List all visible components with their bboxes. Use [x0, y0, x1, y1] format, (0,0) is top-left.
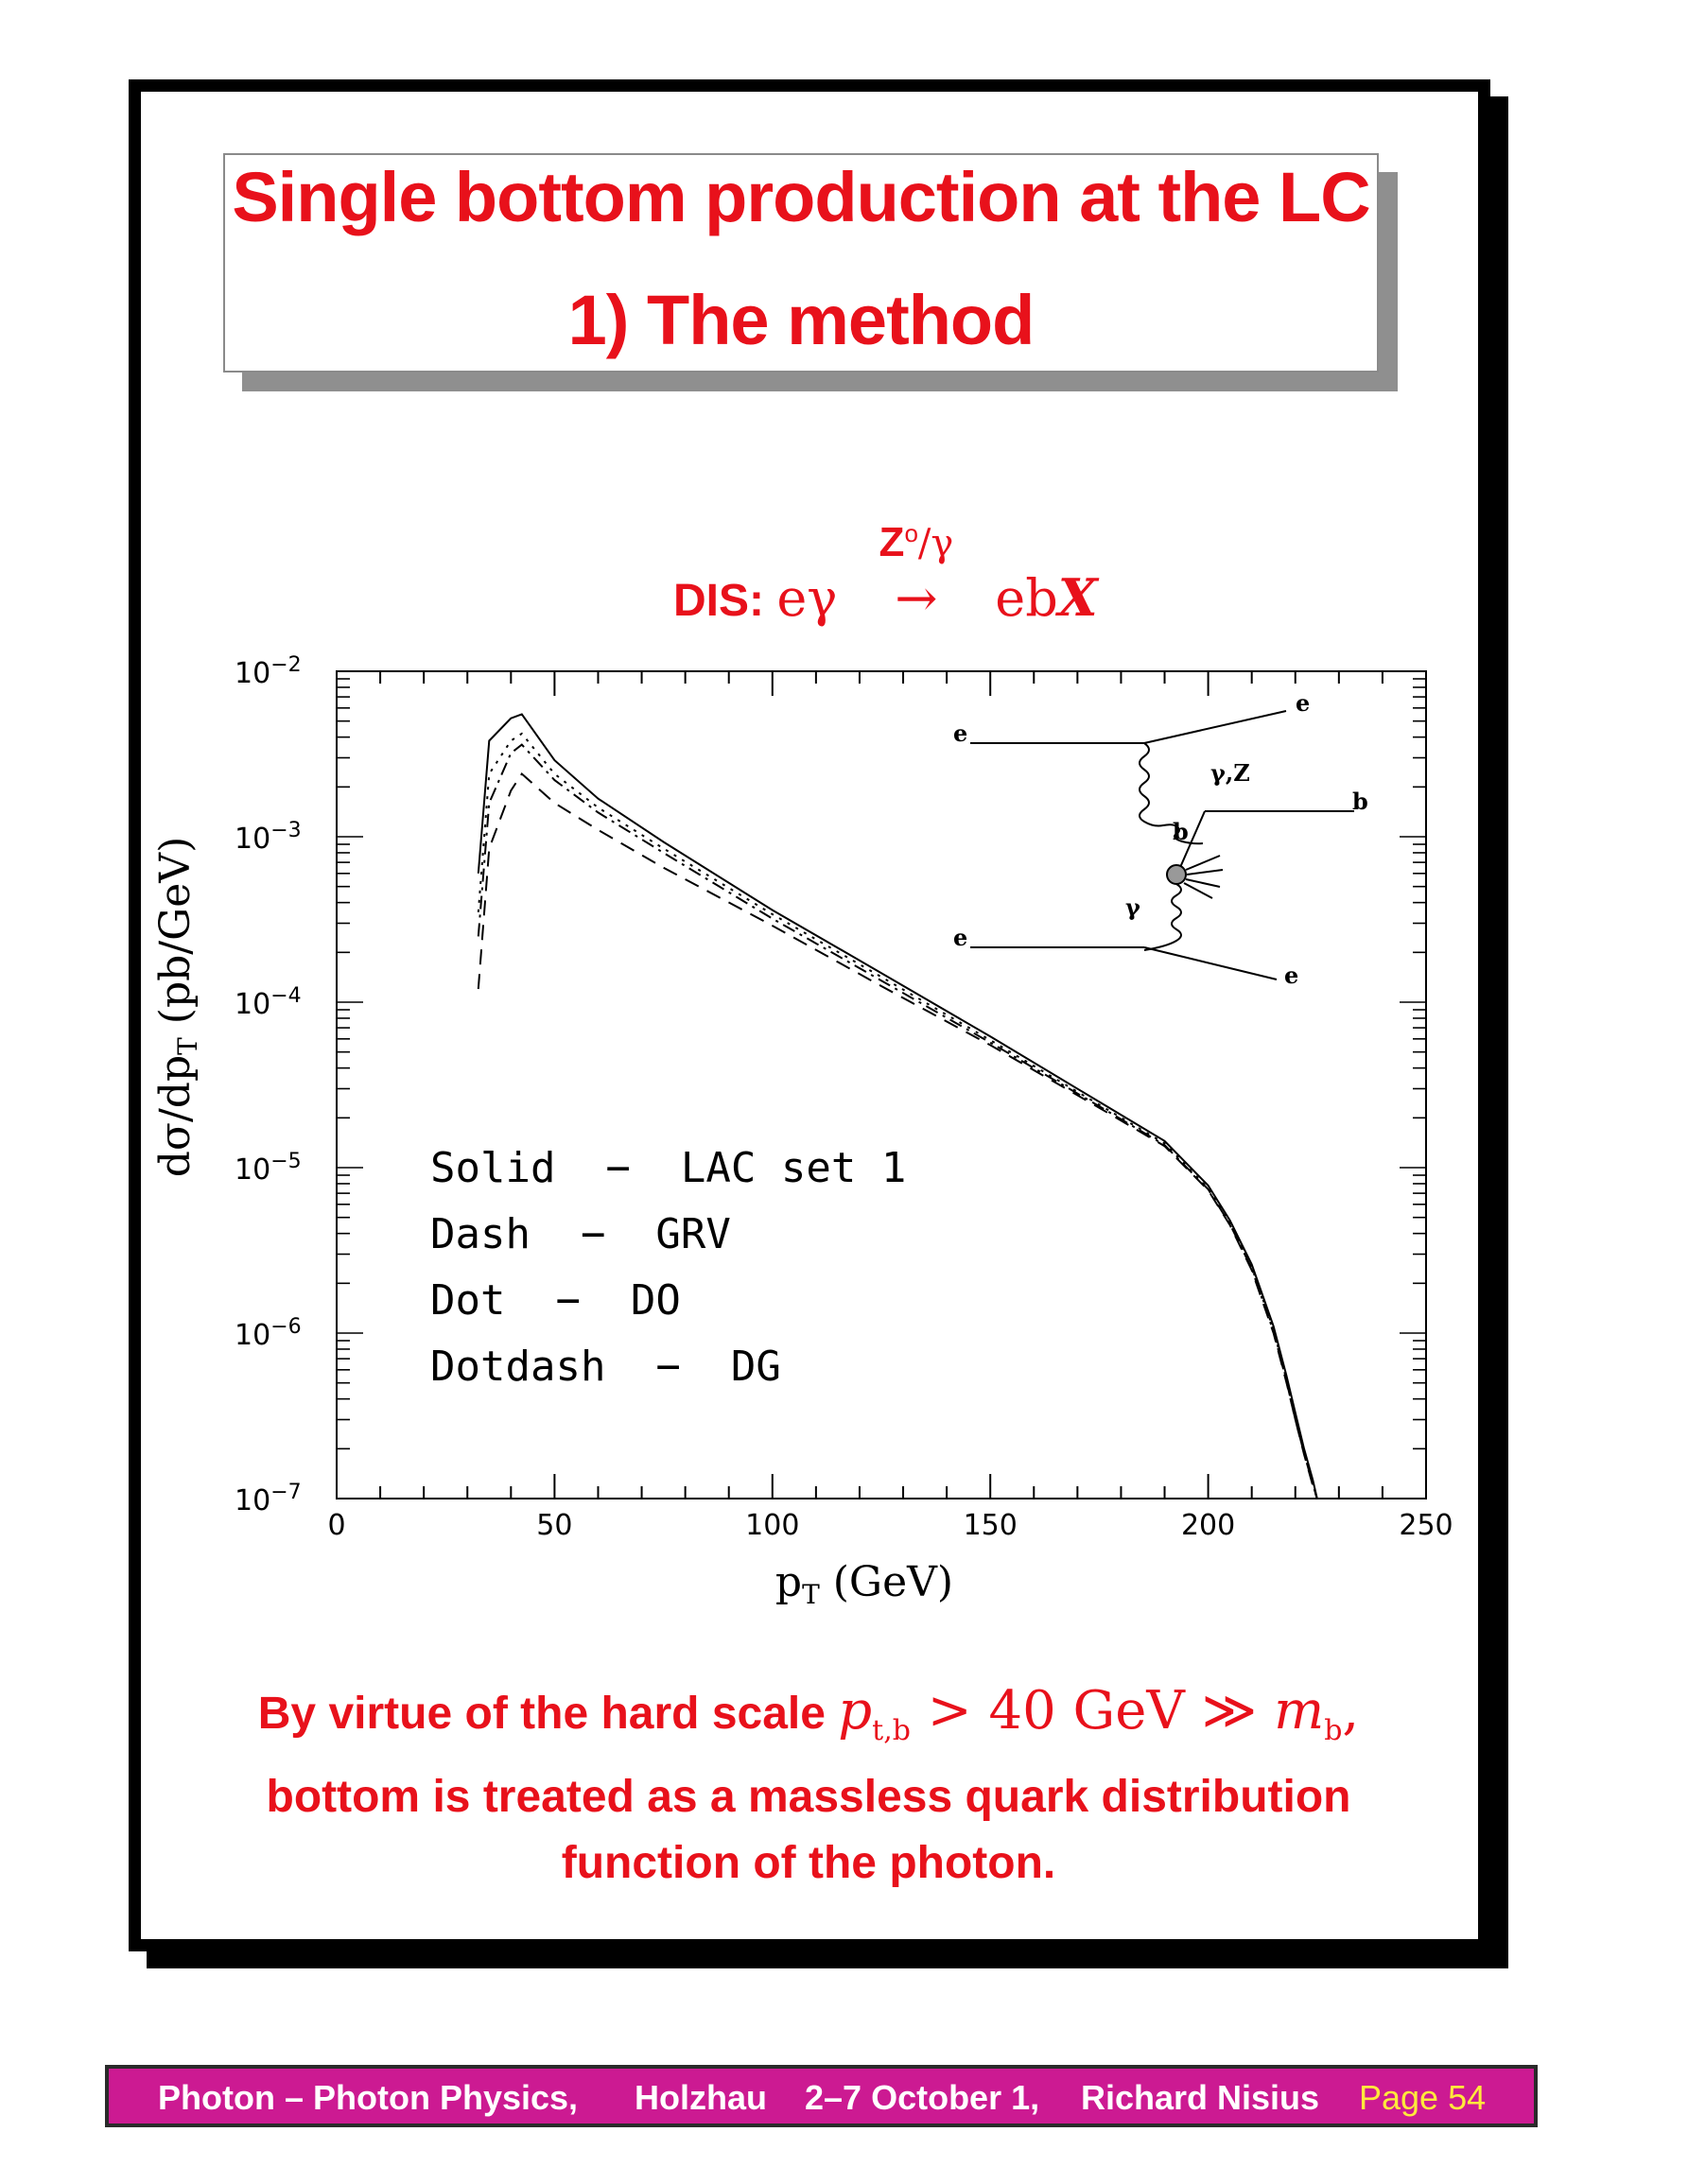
process-final-x: X: [1057, 567, 1098, 628]
photon-remnant-blob: [1167, 865, 1186, 884]
diagram-label-e: e: [1296, 689, 1311, 717]
photon-propagator: [1144, 884, 1181, 950]
footer-bar: [105, 2065, 1538, 2127]
math-comma: ,: [1342, 1680, 1360, 1742]
process-prefix: DIS:: [673, 576, 764, 626]
remnant-jet: [1187, 870, 1223, 875]
x-tick-label: 50: [536, 1509, 573, 1542]
electron-line-top-out: [1144, 711, 1286, 743]
y-axis-title: dσ/dpT (pb/GeV): [151, 836, 203, 1178]
x-tick-label: 200: [1180, 1509, 1236, 1542]
y-tick-label: $10^{-7}$: [235, 1481, 302, 1517]
slide-caption: [170, 1678, 1447, 1897]
diagram-label-e: e: [953, 719, 968, 747]
x-axis-title: pT (GeV): [774, 1558, 954, 1610]
x-tick-label: 0: [327, 1509, 346, 1542]
diagram-label-b: b: [1173, 818, 1189, 845]
exchange-boson: Z: [879, 519, 905, 565]
feynman-diagram: [970, 711, 1354, 979]
caption-line-2: bottom is treated as a massless quark distribution: [266, 1772, 1351, 1823]
diagram-label-photon: γ: [1125, 893, 1140, 921]
remnant-jet: [1186, 856, 1220, 870]
x-tick-label: 150: [963, 1509, 1018, 1542]
caption-math: [838, 1680, 1360, 1748]
remnant-jet: [1184, 883, 1212, 898]
exchange-rest: /γ: [917, 522, 954, 565]
legend-entry: Dotdash − DG: [430, 1343, 781, 1391]
diagram-label-b: b: [1352, 788, 1368, 815]
math-relation: > 40 GeV ≫: [910, 1680, 1275, 1742]
y-tick-label: $10^{-4}$: [235, 984, 302, 1021]
process-arrow: →: [895, 568, 938, 628]
footer-date: 2–7 October 1,: [805, 2078, 1040, 2117]
math-m-sub: b: [1324, 1714, 1343, 1748]
math-p-sub: t,b: [872, 1714, 911, 1748]
x-tick-label: 250: [1399, 1509, 1453, 1542]
legend-entry: Dash − GRV: [430, 1210, 731, 1258]
diagram-label-e: e: [1284, 962, 1299, 989]
electron-line-bottom-out: [1144, 947, 1277, 979]
remnant-jet: [1186, 879, 1220, 887]
process-initial: eγ: [776, 568, 838, 628]
boson-propagator: [1140, 743, 1203, 843]
legend-entry: Dot − DO: [430, 1276, 681, 1325]
footer-page-number: Page 54: [1359, 2078, 1487, 2117]
math-p: p: [838, 1680, 873, 1742]
footer-event: Photon – Photon Physics,: [158, 2078, 579, 2117]
diagram-label-boson: γ,Z: [1210, 759, 1250, 787]
exchange-sup: o: [904, 519, 918, 547]
caption-text: By virtue of the hard scale: [257, 1689, 826, 1739]
slide-subtitle: 1) The method: [567, 281, 1035, 359]
math-m: m: [1274, 1680, 1325, 1742]
process-final: eb: [995, 568, 1058, 628]
legend-entry: Solid − LAC set 1: [430, 1144, 907, 1192]
y-tick-label: $10^{-2}$: [235, 653, 302, 690]
y-tick-label: $10^{-5}$: [235, 1150, 302, 1187]
chart-legend: [430, 1144, 906, 1391]
footer-place: Holzhau: [635, 2078, 767, 2117]
slide-title: Single bottom production at the LC: [232, 158, 1370, 236]
caption-line-1: [170, 1678, 1447, 1764]
feynman-labels: [953, 689, 1368, 989]
x-tick-label: 100: [745, 1509, 800, 1542]
diagram-label-e: e: [953, 924, 968, 951]
y-tick-label: $10^{-3}$: [235, 819, 302, 856]
y-tick-label: $10^{-6}$: [235, 1315, 302, 1352]
caption-line-3: function of the photon.: [561, 1838, 1056, 1889]
footer-author: Richard Nisius: [1081, 2078, 1320, 2117]
